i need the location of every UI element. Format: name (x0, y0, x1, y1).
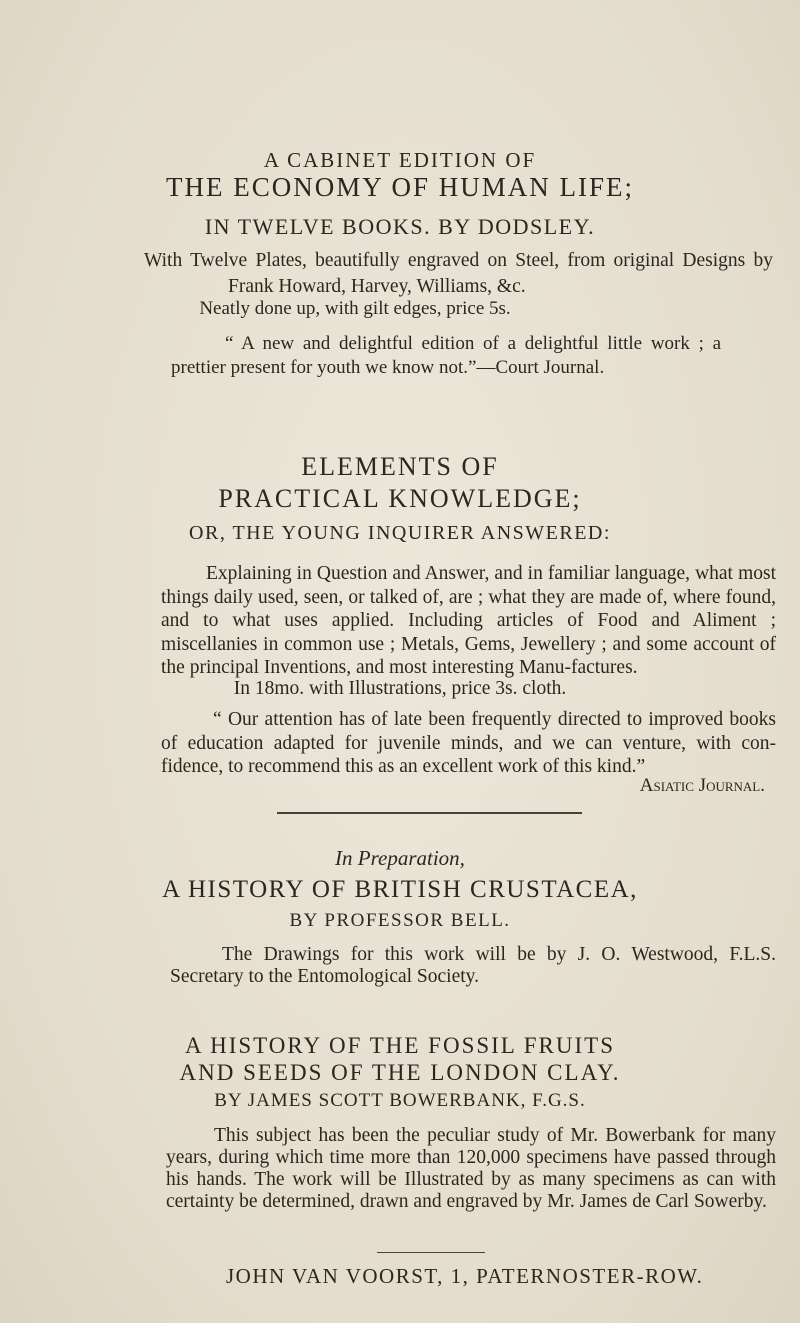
elements-heading: ELEMENTS OF (301, 452, 499, 481)
asiatic-journal-source: Asiatic Journal. (639, 775, 765, 796)
young-inquirer-subtitle: OR, THE YOUNG INQUIRER ANSWERED: (189, 522, 611, 544)
crustacea-author: BY PROFESSOR BELL. (289, 910, 511, 931)
publisher-imprint: JOHN VAN VOORST, 1, PATERNOSTER-ROW. (226, 1264, 704, 1288)
crustacea-description: The Drawings for this work will be by J. O. Westwood, F.L.S. Secretary to the Entomological Society. (170, 944, 776, 987)
elements-price: In 18mo. with Illustrations, price 3s. cloth. (233, 678, 567, 699)
crustacea-title: A HISTORY OF BRITISH CRUSTACEA, (162, 876, 638, 903)
fossil-title-line-2: AND SEEDS OF THE LONDON CLAY. (179, 1060, 621, 1085)
practical-knowledge-title: PRACTICAL KNOWLEDGE; (218, 484, 582, 513)
cabinet-edition-heading: A CABINET EDITION OF (263, 148, 537, 172)
economy-title: THE ECONOMY OF HUMAN LIFE; (166, 172, 634, 202)
neatly-done-line: Neatly done up, with gilt edges, price 5s. (199, 298, 511, 319)
section-divider (277, 812, 582, 814)
court-journal-quote: “ A new and delightful edition of a delightful little work ; a prettier present for youth we know not.”—Court Journal. (171, 333, 721, 378)
fossil-title-line-1: A HISTORY OF THE FOSSIL FRUITS (185, 1033, 615, 1058)
fossil-author: BY JAMES SCOTT BOWERBANK, F.G.S. (214, 1090, 586, 1111)
plates-description: With Twelve Plates, beautifully engraved on Steel, from original Designs by Frank Howard, Harvey, Williams, &c. (144, 250, 773, 297)
fossil-description: This subject has been the peculiar study of Mr. Bowerbank for many years, during which time more than 120,000 specimens have passed through his hands. The work will be Illustrated by as many specimens as can with certainty be determined, drawn and engraved by Mr. James de Carl Sowerby. (166, 1125, 776, 1212)
twelve-books-line: IN TWELVE BOOKS. BY DODSLEY. (204, 214, 596, 239)
asiatic-journal-quote: “ Our attention has of late been frequently directed to improved books of education adapted for juvenile minds, and we can venture, with con-fidence, to recommend this as an excellent work of this kind.” (161, 709, 776, 777)
publisher-divider (377, 1252, 485, 1253)
fossil-fruits-title (0, 1032, 800, 1086)
in-preparation-label: In Preparation, (335, 846, 465, 870)
elements-description: Explaining in Question and Answer, and in familiar language, what most things daily used, seen, or talked of, are ; what they are made of, where found, and to what uses applied. Including articles of Food and Aliment ; miscellanies in common use ; Metals, Gems, Jewellery ; and some account of the principal Inventions, and most interesting Manu-factures. (161, 563, 776, 678)
